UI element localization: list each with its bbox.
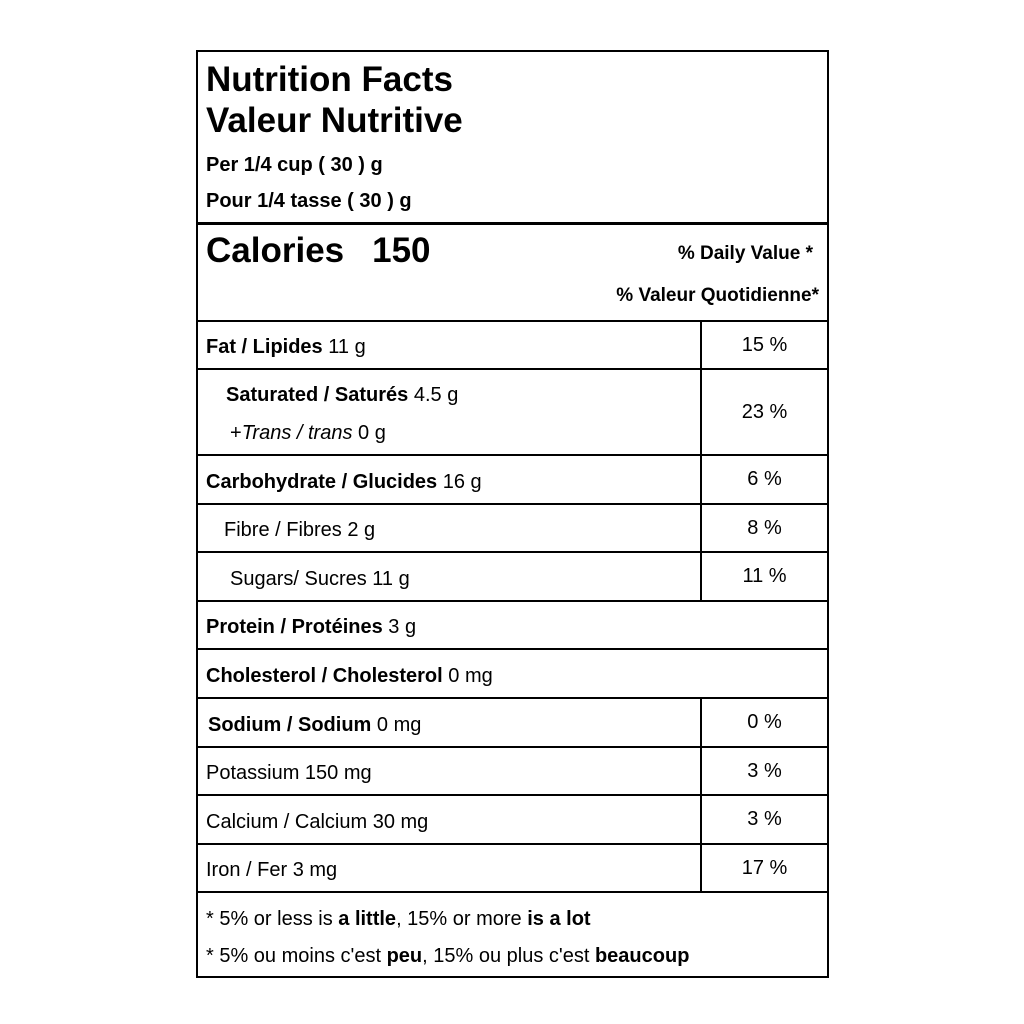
nutrient-percent: 3 % <box>700 748 827 794</box>
title-english: Nutrition Facts <box>206 60 453 99</box>
nutrient-name: Iron / Fer 3 mg <box>206 859 338 881</box>
nutrient-row-saturated-trans <box>198 370 827 456</box>
nutrient-name: Sugars/ Sucres 11 g <box>230 568 410 590</box>
serving-size-english: Per 1/4 cup ( 30 ) g <box>206 154 383 176</box>
nutrient-row-fibre <box>198 505 827 553</box>
nutrient-name: Potassium 150 mg <box>206 762 372 784</box>
nutrient-row-potassium <box>198 748 827 796</box>
nutrient-percent: 17 % <box>700 845 827 891</box>
serving-size-french: Pour 1/4 tasse ( 30 ) g <box>206 190 412 212</box>
nutrient-name: Sodium / Sodium 0 mg <box>208 714 422 736</box>
nutrient-row-fat <box>198 322 827 370</box>
nutrient-row-sugars <box>198 553 827 602</box>
calories-label: Calories <box>206 231 345 270</box>
nutrient-percent: 3 % <box>700 796 827 843</box>
calories-value: 150 <box>372 231 431 270</box>
nutrient-name: Cholesterol / Cholesterol 0 mg <box>206 665 493 687</box>
label-header <box>198 52 827 225</box>
calories <box>206 231 431 271</box>
nutrient-name-trans: +Trans / trans 0 g <box>230 422 386 444</box>
calories-row <box>198 225 827 322</box>
nutrient-percent: 11 % <box>700 553 827 600</box>
nutrient-percent: 8 % <box>700 505 827 551</box>
nutrient-name: Carbohydrate / Glucides 16 g <box>206 471 482 493</box>
nutrient-row-iron <box>198 845 827 893</box>
title-french: Valeur Nutritive <box>206 101 463 140</box>
nutrient-name-saturated: Saturated / Saturés 4.5 g <box>226 384 459 406</box>
footnote-french: * 5% ou moins c'est peu, 15% ou plus c'est beaucoup <box>206 945 690 967</box>
nutrient-name: Fat / Lipides 11 g <box>206 336 366 358</box>
nutrient-row-cholesterol <box>198 650 827 699</box>
nutrient-row-protein <box>198 602 827 650</box>
nutrient-row-calcium <box>198 796 827 845</box>
nutrition-facts-label <box>196 50 829 978</box>
daily-value-header-french: % Valeur Quotidienne* <box>616 285 819 306</box>
footnote-english: * 5% or less is a little, 15% or more is a lot <box>206 908 591 930</box>
nutrient-name: Protein / Protéines 3 g <box>206 616 417 638</box>
nutrient-row-sodium <box>198 699 827 748</box>
daily-value-header-english: % Daily Value * <box>677 243 813 264</box>
nutrient-percent: 15 % <box>700 322 827 368</box>
nutrient-percent: 23 % <box>700 370 827 454</box>
nutrient-name: Calcium / Calcium 30 mg <box>206 811 429 833</box>
nutrient-name: Fibre / Fibres 2 g <box>224 519 376 541</box>
nutrient-percent: 0 % <box>700 699 827 746</box>
nutrient-row-carbohydrate <box>198 456 827 505</box>
nutrient-percent: 6 % <box>700 456 827 503</box>
